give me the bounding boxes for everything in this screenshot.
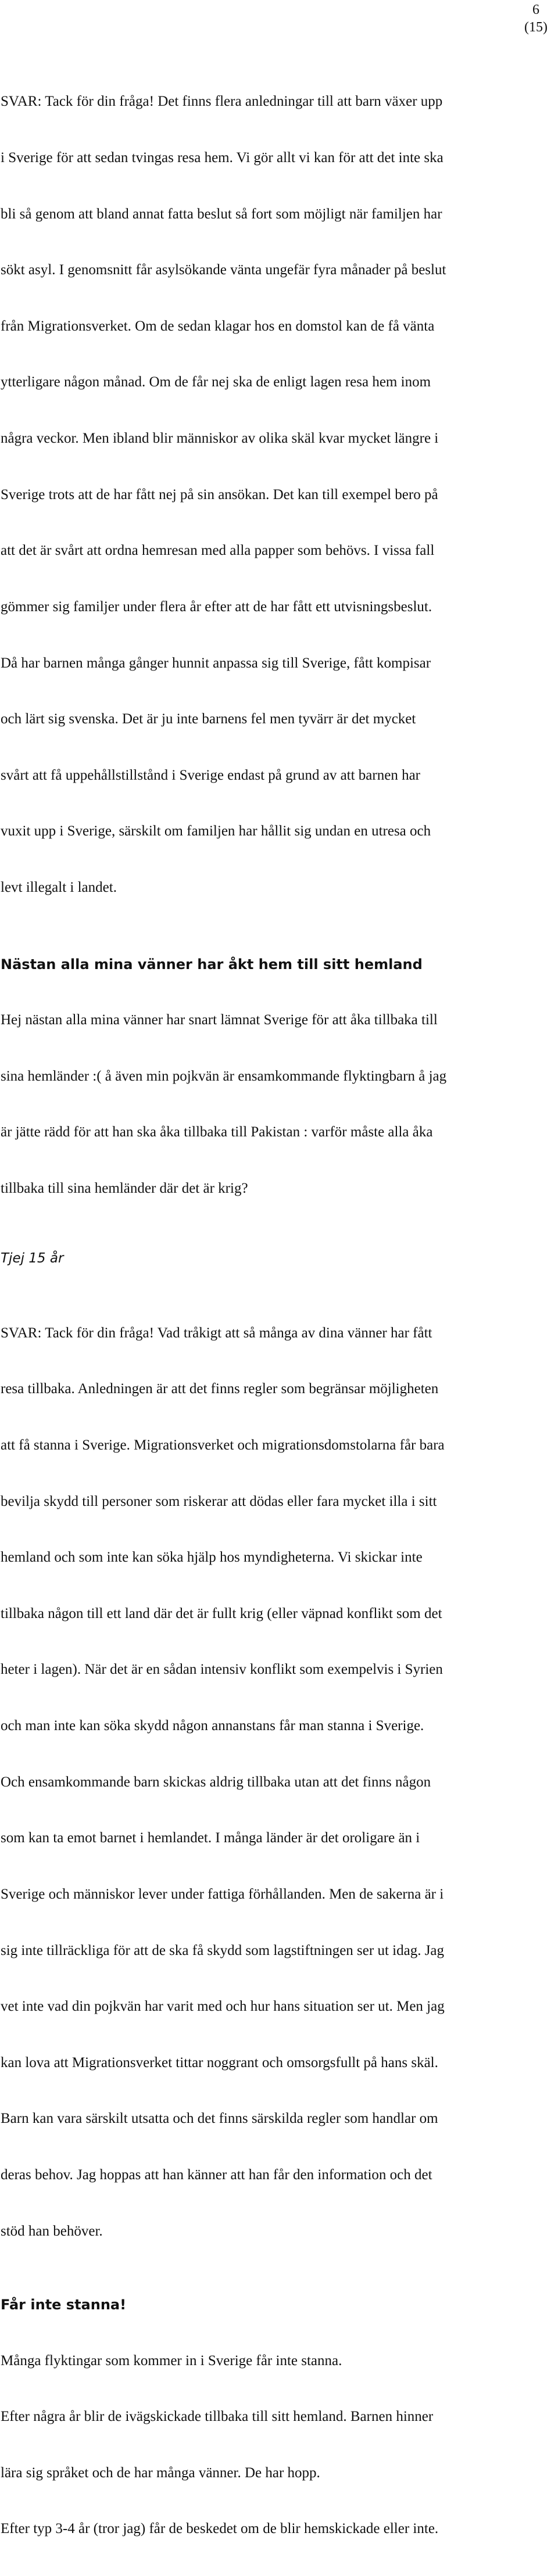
text-line: Efter några år blir de ivägskickade tillbaka till sitt hemland. Barnen hinner — [1, 2409, 434, 2425]
question-2-paragraph — [0, 974, 558, 1236]
text-line: tillbaka till sina hemländer där det är krig? — [1, 1180, 248, 1196]
text-line: vet inte vad din pojkvän har varit med och hur hans situation ser ut. Men jag — [1, 1999, 445, 2015]
question-3-paragraph — [0, 2314, 558, 2576]
text-line: sökt asyl. I genomsnitt får asylsökande vänta ungefär fyra månader på beslut — [1, 262, 446, 278]
text-line: Efter typ 3-4 år (tror jag) får de beskedet om de blir hemskickade eller inte. — [1, 2521, 439, 2537]
text-line: kan lova att Migrationsverket tittar noggrant och omsorgsfullt på hans skäl. — [1, 2054, 438, 2071]
text-line: från Migrationsverket. Om de sedan klagar hos en domstol kan de få vänta — [1, 318, 435, 334]
text-line: svårt att få uppehållstillstånd i Sverige endast på grund av att barnen har — [1, 767, 420, 783]
answer-2-paragraph — [0, 1286, 558, 2278]
text-line: bevilja skydd till personer som riskerar att dödas eller fara mycket illa i sitt — [1, 1493, 437, 1509]
text-line: SVAR: Tack för din fråga! Vad tråkigt att så många av dina vänner har fått — [1, 1325, 432, 1341]
text-line: sig inte tillräckliga för att de ska få skydd som lagstiftningen ser ut idag. Jag — [1, 1942, 445, 1958]
text-line: Då har barnen många gånger hunnit anpassa sig till Sverige, fått kompisar — [1, 655, 431, 671]
text-line: Barn kan vara särskilt utsatta och det finns särskilda regler som handlar om — [1, 2111, 438, 2127]
text-line: deras behov. Jag hoppas att han känner att han får den information och det — [1, 2166, 432, 2183]
answer-1-paragraph — [0, 55, 558, 935]
text-line: Sverige trots att de har fått nej på sin ansökan. Det kan till exempel bero på — [1, 486, 438, 503]
text-line: i Sverige för att sedan tvingas resa hem. Vi gör allt vi kan för att det inte ska — [1, 150, 443, 166]
text-line: lära sig språket och de har många vänner. De har hopp. — [1, 2464, 320, 2481]
text-line: SVAR: Tack för din fråga! Det finns flera anledningar till att barn växer upp — [1, 94, 443, 110]
text-line: resa tillbaka. Anledningen är att det finns regler som begränsar möjligheten — [1, 1381, 439, 1397]
text-line: bli så genom att bland annat fatta beslut så fort som möjligt när familjen har — [1, 206, 442, 222]
text-line: Sverige och människor lever under fattiga förhållanden. Men de sakerna är i — [1, 1886, 444, 1902]
text-line: som kan ta emot barnet i hemlandet. I många länder är det oroligare än i — [1, 1830, 420, 1846]
question-2-signature: Tjej 15 år — [1, 1251, 64, 1267]
page-number-current: 6 — [532, 2, 539, 17]
text-line: hemland och som inte kan söka hjälp hos myndigheterna. Vi skickar inte — [1, 1549, 423, 1566]
text-line: sina hemländer :( å även min pojkvän är ensamkommande flyktingbarn å jag — [1, 1068, 447, 1084]
text-line: levt illegalt i landet. — [1, 879, 117, 895]
text-line: Många flyktingar som kommer in i Sverige får inte stanna. — [1, 2352, 342, 2369]
text-line: stöd han behöver. — [1, 2223, 103, 2239]
text-line: vuxit upp i Sverige, särskilt om familjen har hållit sig undan en utresa och — [1, 823, 431, 839]
text-line: Hej nästan alla mina vänner har snart lämnat Sverige för att åka tillbaka till — [1, 1011, 438, 1028]
text-line: är jätte rädd för att han ska åka tillbaka till Pakistan : varför måste alla åka — [1, 1124, 433, 1140]
text-line: heter i lagen). När det är en sådan intensiv konflikt som exempelvis i Syrien — [1, 1662, 443, 1678]
text-line: några veckor. Men ibland blir människor av olika skäl kvar mycket längre i — [1, 430, 439, 447]
text-line: och lärt sig svenska. Det är ju inte barnens fel men tyvärr är det mycket — [1, 711, 416, 727]
question-2-heading: Nästan alla mina vänner har åkt hem till sitt hemland — [1, 956, 423, 973]
page-number — [524, 1, 548, 36]
text-line: att det är svårt att ordna hemresan med alla papper som behövs. I vissa fall — [1, 543, 435, 559]
question-3-heading: Får inte stanna! — [1, 2297, 127, 2313]
text-line: Och ensamkommande barn skickas aldrig tillbaka utan att det finns någon — [1, 1774, 431, 1790]
document-body — [0, 55, 558, 2576]
text-line: tillbaka någon till ett land där det är fullt krig (eller väpnad konflikt som det — [1, 1605, 442, 1621]
text-line: att få stanna i Sverige. Migrationsverket och migrationsdomstolarna får bara — [1, 1437, 445, 1454]
page-number-total: (15) — [524, 20, 548, 35]
text-line: ytterligare någon månad. Om de får nej ska de enligt lagen resa hem inom — [1, 374, 431, 390]
text-line: och man inte kan söka skydd någon annanstans får man stanna i Sverige. — [1, 1718, 424, 1734]
text-line: gömmer sig familjer under flera år efter att de har fått ett utvisningsbeslut. — [1, 598, 432, 615]
